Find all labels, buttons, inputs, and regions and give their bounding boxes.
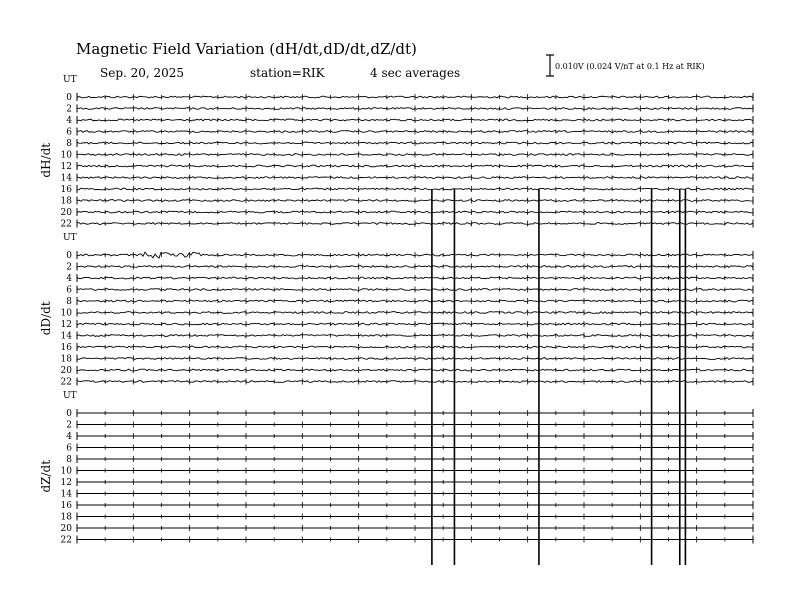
hour-label: 20 <box>60 524 72 534</box>
hour-label: 14 <box>60 173 72 184</box>
panel-3 <box>39 391 753 546</box>
ut-label: UT <box>63 75 77 85</box>
hour-label: 18 <box>60 196 72 207</box>
hour-label: 4 <box>66 274 72 284</box>
hour-label: 22 <box>60 219 72 230</box>
panel-ylabel: dD/dt <box>39 301 53 336</box>
hour-label: 16 <box>60 501 72 511</box>
hour-label: 12 <box>60 320 72 330</box>
hour-label: 12 <box>60 478 72 488</box>
interference-spikes <box>432 189 686 565</box>
hour-label: 18 <box>60 354 72 365</box>
hour-label: 20 <box>60 208 72 218</box>
ut-label: UT <box>63 233 77 243</box>
scale-label: 0.010V (0.024 V/nT at 0.1 Hz at RIK) <box>555 62 705 71</box>
hour-label: 6 <box>66 285 72 296</box>
hour-label: 6 <box>66 127 72 138</box>
hour-label: 12 <box>60 162 72 172</box>
hour-label: 10 <box>60 150 72 161</box>
hour-label: 16 <box>60 343 72 353</box>
hour-label: 8 <box>66 297 72 307</box>
chart-title: Magnetic Field Variation (dH/dt,dD/dt,dZ/dt) <box>76 40 417 58</box>
date-label: Sep. 20, 2025 <box>100 66 185 80</box>
panel-ylabel: dZ/dt <box>39 459 53 493</box>
ut-label: UT <box>63 391 77 401</box>
hour-label: 22 <box>60 377 72 388</box>
hour-label: 14 <box>60 489 72 500</box>
hour-label: 0 <box>66 93 72 103</box>
hour-label: 2 <box>66 104 72 115</box>
panel-ylabel: dH/dt <box>39 142 53 178</box>
hour-label: 22 <box>60 535 72 546</box>
panel-1 <box>39 75 753 230</box>
hour-label: 2 <box>66 262 72 273</box>
hour-label: 0 <box>66 409 72 419</box>
hour-label: 8 <box>66 455 72 465</box>
hour-label: 2 <box>66 420 72 431</box>
hour-label: 4 <box>66 432 72 442</box>
hour-label: 10 <box>60 308 72 319</box>
averaging-label: 4 sec averages <box>370 66 461 80</box>
hour-label: 14 <box>60 331 72 342</box>
hour-label: 8 <box>66 139 72 149</box>
hour-label: 0 <box>66 251 72 261</box>
panels <box>39 75 753 546</box>
scale-bar <box>546 55 554 76</box>
station-label: station=RIK <box>250 66 325 80</box>
hour-label: 20 <box>60 366 72 376</box>
hour-label: 10 <box>60 466 72 477</box>
hour-label: 18 <box>60 512 72 523</box>
hour-label: 16 <box>60 185 72 195</box>
hour-label: 4 <box>66 116 72 126</box>
hour-label: 6 <box>66 443 72 454</box>
panel-2 <box>39 233 753 388</box>
